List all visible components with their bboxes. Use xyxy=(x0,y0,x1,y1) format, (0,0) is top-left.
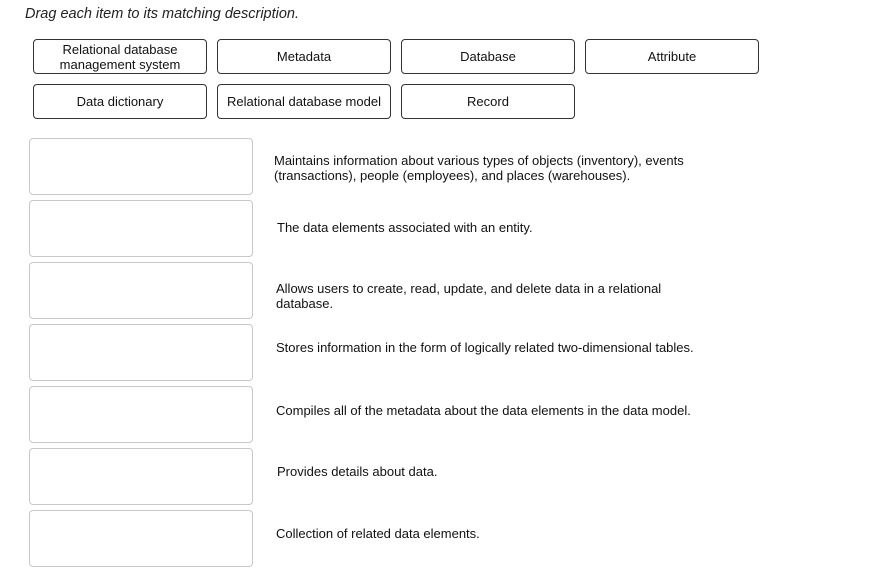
description-5: Compiles all of the metadata about the data elements in the data model. xyxy=(276,403,691,418)
drop-target-2[interactable] xyxy=(29,200,253,257)
drag-item-attribute[interactable]: Attribute xyxy=(585,39,759,74)
drop-target-4[interactable] xyxy=(29,324,253,381)
instruction-text: Drag each item to its matching description. xyxy=(25,6,300,22)
description-4: Stores information in the form of logically related two-dimensional tables. xyxy=(276,340,694,355)
drag-item-database[interactable]: Database xyxy=(401,39,575,74)
drag-item-record[interactable]: Record xyxy=(401,84,575,119)
description-6: Provides details about data. xyxy=(277,464,438,479)
drag-item-relational-database-management-system[interactable]: Relational database management system xyxy=(33,39,207,74)
drag-item-relational-database-model[interactable]: Relational database model xyxy=(217,84,391,119)
drag-item-data-dictionary[interactable]: Data dictionary xyxy=(33,84,207,119)
description-7: Collection of related data elements. xyxy=(276,526,480,541)
drop-target-3[interactable] xyxy=(29,262,253,319)
drop-target-5[interactable] xyxy=(29,386,253,443)
drop-target-1[interactable] xyxy=(29,138,253,195)
drop-target-7[interactable] xyxy=(29,510,253,567)
drag-item-metadata[interactable]: Metadata xyxy=(217,39,391,74)
description-2: The data elements associated with an entity. xyxy=(277,220,533,235)
description-3: Allows users to create, read, update, and delete data in a relational database. xyxy=(276,281,662,311)
description-1: Maintains information about various types of objects (inventory), events (transactions), people (employees), and places (warehouses). xyxy=(274,153,684,183)
drop-target-6[interactable] xyxy=(29,448,253,505)
